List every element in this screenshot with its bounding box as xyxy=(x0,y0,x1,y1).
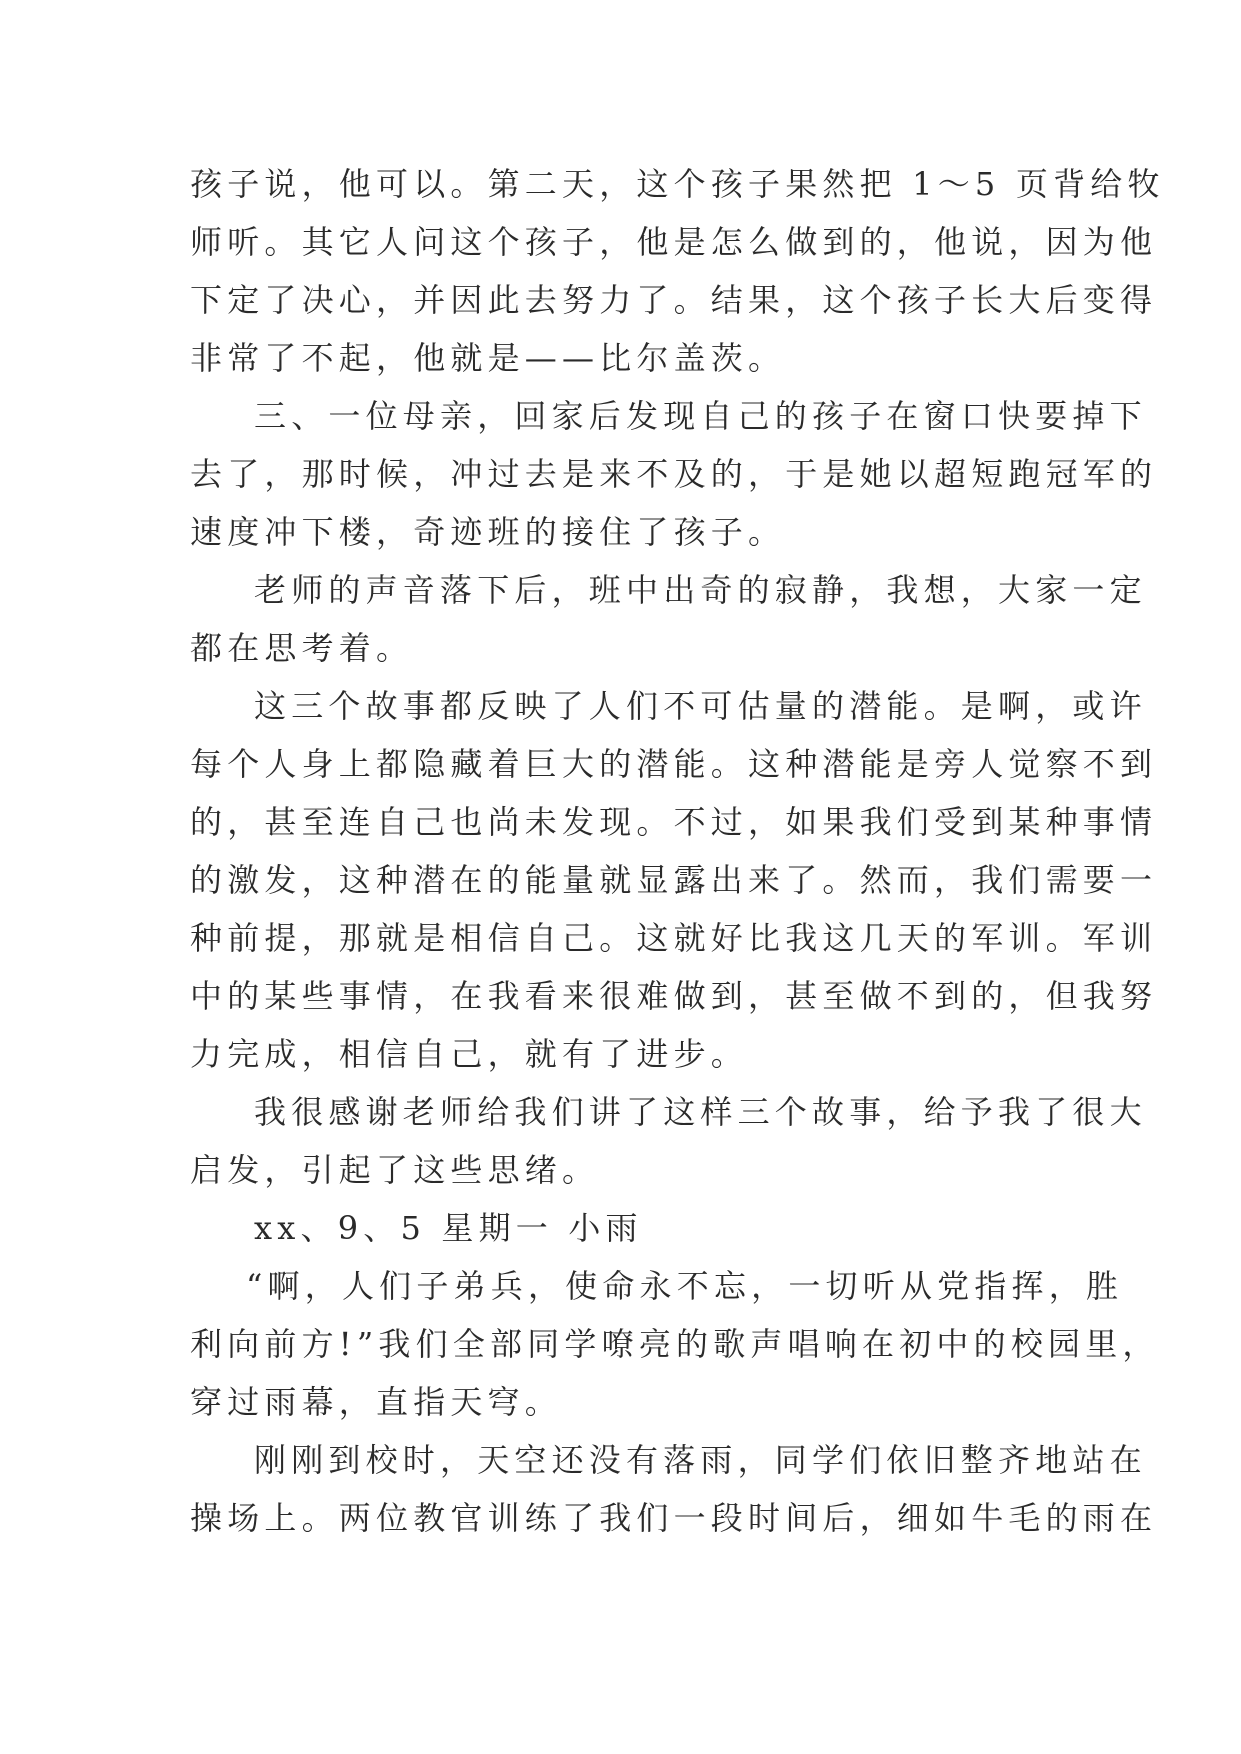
paragraph-first-line: 老师的声音落下后，班中出奇的寂静，我想，大家一定 xyxy=(254,571,1147,609)
text-line: 操场上。两位教官训练了我们一段时间后，细如牛毛的雨在 xyxy=(190,1499,1158,1537)
text-line: 师听。其它人问这个孩子，他是怎么做到的，他说，因为他 xyxy=(190,223,1158,261)
text-line: 每个人身上都隐藏着巨大的潜能。这种潜能是旁人觉察不到 xyxy=(190,745,1158,783)
document-body xyxy=(190,155,1165,1547)
diary-date-heading: xx、9、5 星期一 小雨 xyxy=(254,1209,643,1247)
text-line: 利向前方!”我们全部同学嘹亮的歌声唱响在初中的校园里， xyxy=(190,1325,1160,1363)
text-line: 中的某些事情，在我看来很难做到，甚至做不到的，但我努 xyxy=(190,977,1158,1015)
text-line: 启发，引起了这些思绪。 xyxy=(190,1151,600,1189)
paragraph-first-line: 这三个故事都反映了人们不可估量的潜能。是啊，或许 xyxy=(254,687,1147,725)
paragraph-first-line: 三、一位母亲，回家后发现自己的孩子在窗口快要掉下 xyxy=(254,397,1147,435)
text-line: 下定了决心，并因此去努力了。结果，这个孩子长大后变得 xyxy=(190,281,1158,319)
text-line: 孩子说，他可以。第二天，这个孩子果然把 1～5 页背给牧 xyxy=(190,165,1165,203)
text-line: 都在思考着。 xyxy=(190,629,414,667)
text-line: 穿过雨幕，直指天穹。 xyxy=(190,1383,563,1421)
text-line: 速度冲下楼，奇迹班的接住了孩子。 xyxy=(190,513,786,551)
paragraph-first-line: 我很感谢老师给我们讲了这样三个故事，给予我了很大 xyxy=(254,1093,1147,1131)
text-line: 力完成，相信自己，就有了进步。 xyxy=(190,1035,749,1073)
text-line: 去了，那时候，冲过去是来不及的，于是她以超短跑冠军的 xyxy=(190,455,1158,493)
text-line: 的激发，这种潜在的能量就显露出来了。然而，我们需要一 xyxy=(190,861,1158,899)
paragraph-first-line: “啊，人们子弟兵，使命永不忘，一切听从党指挥，胜 xyxy=(246,1267,1124,1305)
text-line: 非常了不起，他就是——比尔盖茨。 xyxy=(190,339,786,377)
text-line: 种前提，那就是相信自己。这就好比我这几天的军训。军训 xyxy=(190,919,1158,957)
text-line: 的，甚至连自己也尚未发现。不过，如果我们受到某种事情 xyxy=(190,803,1158,841)
paragraph-first-line: 刚刚到校时，天空还没有落雨，同学们依旧整齐地站在 xyxy=(254,1441,1147,1479)
